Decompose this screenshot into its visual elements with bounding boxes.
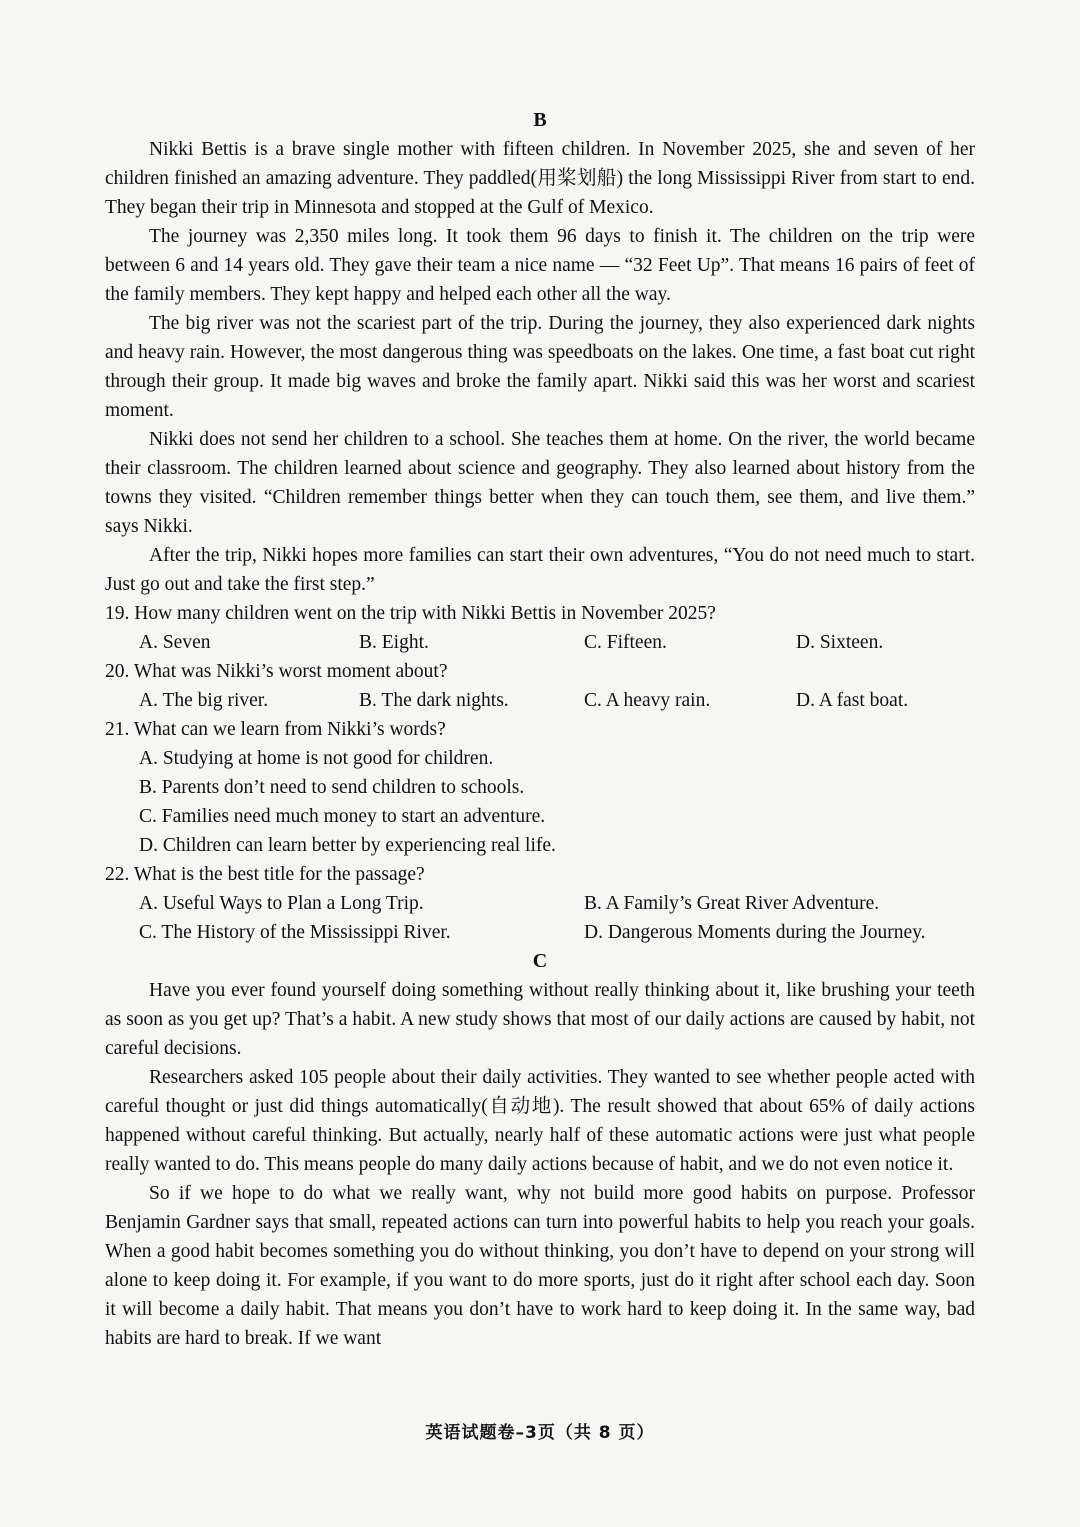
option-19-b: B. Eight. [359, 632, 429, 653]
question-22-options-row-2 [105, 918, 975, 947]
passage-b-paragraph-4: Nikki does not send her children to a school. She teaches them at home. On the river, the world became their classroom. The children learned about science and geography. They also learned about history from the towns they visited. “Children remember things better when they can touch them, see them, and live them.” says Nikki. [105, 429, 975, 537]
option-21-a: A. Studying at home is not good for children. [139, 748, 494, 769]
passage-c-paragraph-3: So if we hope to do what we really want, why not build more good habits on purpose. Professor Benjamin Gardner says that small, repeated actions can turn into powerful habits to help you reach your goals. When a good habit becomes something you do without thinking, you don’t have to depend on your strong will alone to keep doing it. For example, if you want to do more sports, just do it right after school each day. Soon it will become a daily habit. That means you don’t have to work hard to keep doing it. In the same way, bad habits are hard to break. If we want [105, 1183, 975, 1349]
option-22-a: A. Useful Ways to Plan a Long Trip. [139, 893, 424, 914]
option-22-c: C. The History of the Mississippi River. [139, 922, 451, 943]
question-20-options [105, 686, 975, 715]
option-20-d: D. A fast boat. [796, 690, 909, 711]
option-20-b: B. The dark nights. [359, 690, 509, 711]
option-20-a: A. The big river. [139, 690, 269, 711]
option-21-d: D. Children can learn better by experiencing real life. [139, 835, 556, 856]
option-19-c: C. Fifteen. [584, 632, 667, 653]
section-b-heading: B [533, 109, 547, 131]
option-22-d: D. Dangerous Moments during the Journey. [584, 922, 926, 943]
passage-c-paragraph-2: Researchers asked 105 people about their daily activities. They wanted to see whether people acted with careful thought or just did things automatically(自动地). The result showed that about 65% of daily actions happened without careful thinking. But actually, nearly half of these automatic actions were just what people really wanted to do. This means people do many daily actions because of habit, and we do not even notice it. [105, 1067, 975, 1175]
page-footer: 英语试题卷–3页（共 8 页） [425, 1423, 655, 1443]
passage-b-paragraph-2: The journey was 2,350 miles long. It took them 96 days to finish it. The children on the trip were between 6 and 14 years old. They gave their team a nice name — “32 Feet Up”. That means 16 pairs of feet of the family members. They kept happy and helped each other all the way. [105, 226, 975, 305]
question-19: 19. How many children went on the trip with Nikki Bettis in November 2025? [105, 603, 716, 624]
passage-b-paragraph-1: Nikki Bettis is a brave single mother with fifteen children. In November 2025, she and seven of her children finished an amazing adventure. They paddled(用桨划船) the long Mississippi River from start to end. They began their trip in Minnesota and stopped at the Gulf of Mexico. [105, 139, 975, 218]
option-19-a: A. Seven [139, 632, 211, 653]
option-21-c: C. Families need much money to start an adventure. [139, 806, 546, 827]
option-20-c: C. A heavy rain. [584, 690, 711, 711]
option-21-b: B. Parents don’t need to send children to schools. [139, 777, 525, 798]
section-c-heading: C [532, 950, 548, 972]
option-19-d: D. Sixteen. [796, 632, 884, 653]
question-21: 21. What can we learn from Nikki’s words? [105, 719, 446, 740]
exam-page [105, 106, 975, 1353]
passage-b-paragraph-5: After the trip, Nikki hopes more families can start their own adventures, “You do not need much to start. Just go out and take the first step.” [105, 545, 975, 595]
question-22-options-row-1 [105, 889, 975, 918]
passage-c-paragraph-1: Have you ever found yourself doing something without really thinking about it, like brushing your teeth as soon as you get up? That’s a habit. A new study shows that most of our daily actions are caused by habit, not careful decisions. [105, 980, 975, 1059]
question-22: 22. What is the best title for the passage? [105, 864, 425, 885]
question-19-options [105, 628, 975, 657]
option-22-b: B. A Family’s Great River Adventure. [584, 893, 880, 914]
question-20: 20. What was Nikki’s worst moment about? [105, 661, 448, 682]
passage-b-paragraph-3: The big river was not the scariest part of the trip. During the journey, they also experienced dark nights and heavy rain. However, the most dangerous thing was speedboats on the lakes. One time, a fast boat cut right through their group. It made big waves and broke the family apart. Nikki said this was her worst and scariest moment. [105, 313, 975, 421]
